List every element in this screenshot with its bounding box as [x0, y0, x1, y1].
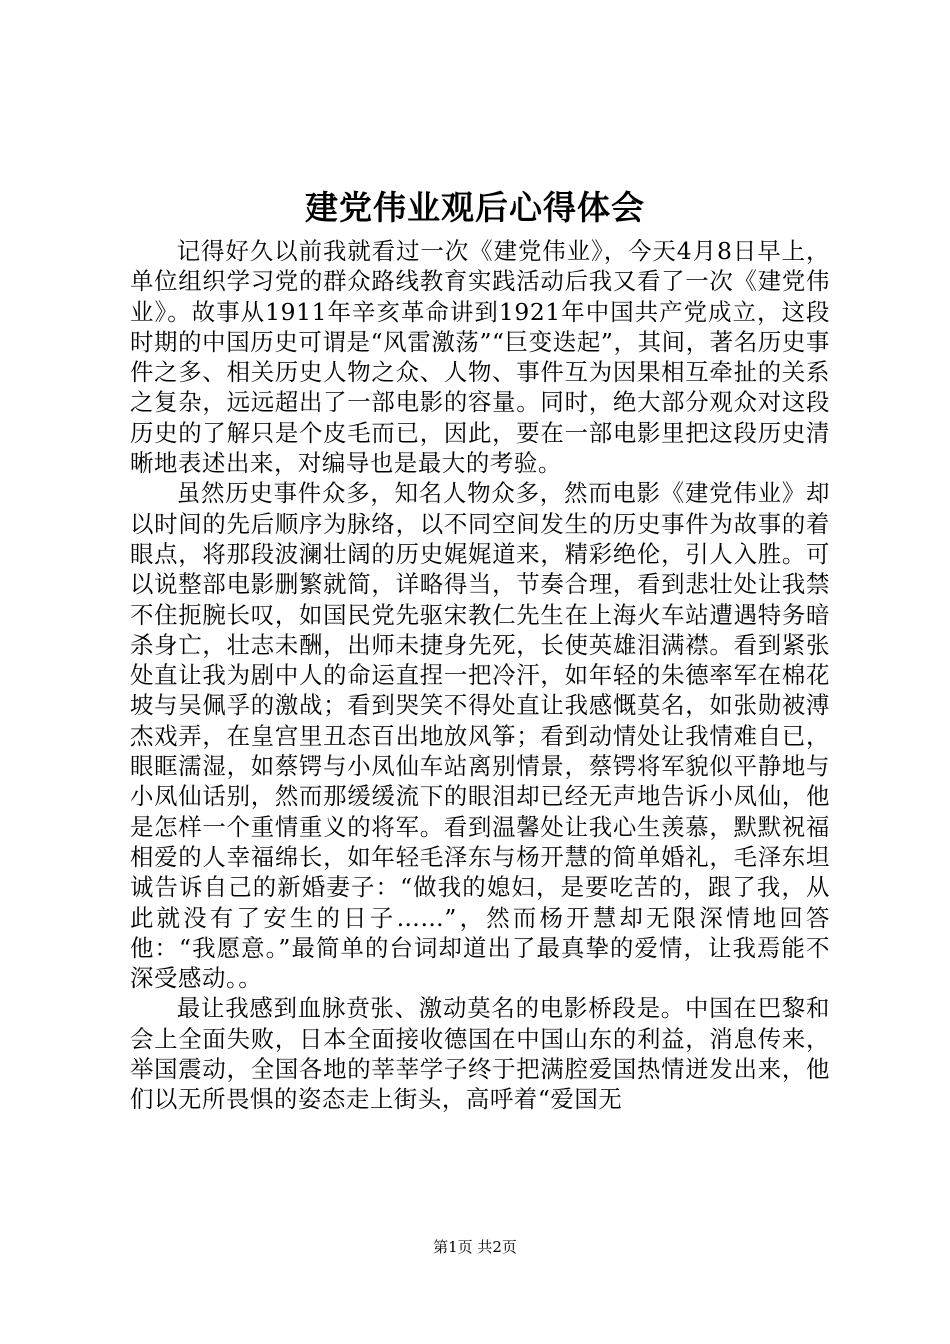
paragraph: 记得好久以前我就看过一次《建党伟业》，今天4月8日早上，单位组织学习党的群众路线教育实践活动后我又看了一次《建党伟业》。故事从1911年辛亥革命讲到1921年中国共产党成立，这段时期的中国历史可谓是“风雷激荡”“巨变迭起”，其间，著名历史事件之多、相关历史人物之众、人物、事件互为因果相互牵扯的关系之复杂，远远超出了一部电影的容量。同时，绝大部分观众对这段历史的了解只是个皮毛而已，因此，要在一部电影里把这段历史清晰地表述出来，对编导也是最大的考验。	[130, 237, 830, 478]
page-number-footer: 第1页 共2页	[433, 1238, 517, 1256]
document-title: 建党伟业观后心得体会	[305, 188, 645, 227]
paragraph: 虽然历史事件众多，知名人物众多，然而电影《建党伟业》却以时间的先后顺序为脉络，以不同空间发生的历史事件为故事的着眼点，将那段波澜壮阔的历史娓娓道来，精彩绝伦，引人入胜。可以说整部电影删繁就简，详略得当，节奏合理，看到悲壮处让我禁不住扼腕长叹，如国民党先驱宋教仁先生在上海火车站遭遇特务暗杀身亡，壮志未酬，出师未捷身先死，长使英雄泪满襟。看到紧张处直让我为剧中人的命运直捏一把冷汗，如年轻的朱德率军在棉花坡与吴佩孚的激战；看到哭笑不得处直让我感慨莫名，如张勋被溥杰戏弄，在皇宫里丑态百出地放风筝；看到动情处让我情难自已，眼眶濡湿，如蔡锷与小凤仙车站离别情景，蔡锷将军貌似平静地与小凤仙话别，然而那缓缓流下的眼泪却已经无声地告诉小凤仙，他是怎样一个重情重义的将军。看到温馨处让我心生羡慕，默默祝福相爱的人幸福绵长，如年轻毛泽东与杨开慧的简单婚礼，毛泽东坦诚告诉自己的新婚妻子：“做我的媳妇，是要吃苦的，跟了我，从此就没有了安生的日子……”，然而杨开慧却无限深情地回答他：“我愿意。”最简单的台词却道出了最真挚的爱情，让我焉能不深受感动。。	[130, 479, 830, 993]
paragraph: 最让我感到血脉贲张、激动莫名的电影桥段是。中国在巴黎和会上全面失败，日本全面接收德国在中国山东的利益，消息传来，举国震动，全国各地的莘莘学子终于把满腔爱国热情迸发出来，他们以无所畏惧的姿态走上街头，高呼着“爱国无	[130, 994, 830, 1114]
document-body	[130, 236, 830, 1115]
